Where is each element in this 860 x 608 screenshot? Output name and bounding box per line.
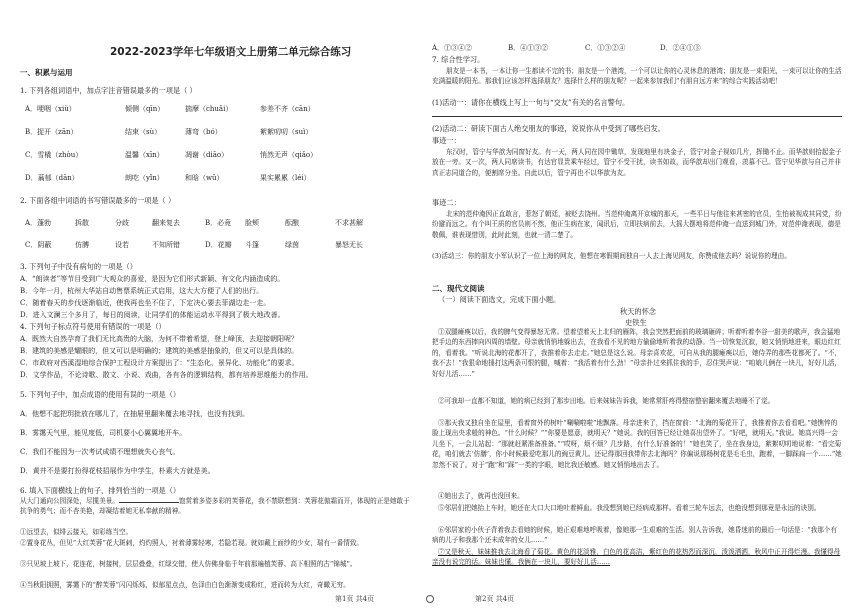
q7-intro: 朋友是一本书，一本让你一生都读不完的书；朋友是一个港湾，一个可以让你的心灵休息的港湾；朋友是一束阳光，一束可以让你的生活充满温暖的阳光。那我们应该怎样选择朋友？选择什么样的朋友呢？一起来参加我们“有朋自远方来”的综合实践活动吧！ — [432, 67, 842, 86]
story-1-text: 东汉时，管宁与华歆为同窗好友。有一天，两人同在园中锄草，发现地里有块金子，管宁对金子视如几片，挥锄不止。而华歆则拾起金子放在一旁。又一次，两人同席读书，有达官显贵乘车经过，管宁不受干扰，读书如故，而华歆却出门观看，羡慕不已。管宁见华歆与自己并非真正志同道合的，便割席分坐。自此以后，管宁再也不以华歆为友。 — [432, 148, 842, 177]
activity-1: (1)活动一：请你在横线上写上一句与“交友”有关的名言警句。 — [432, 98, 630, 107]
word: 设若 — [115, 241, 129, 249]
option-row: B．捉开（zān） — [25, 128, 78, 136]
reading-paragraph-3: ③那天我又独自坐在屋里，看着窗外的树叶“唰唰啦啦”地飘落。母亲进来了，挡在窗前：“北海的菊花开了，我推着你去看看吧。”她憔悴的脸上现出央求般的神色。“什么时候？”“你要是愿意，就明天？”她说。我的回答已经让她喜出望外了。“好吧，就明天。”我说。她高兴得一会儿坐下，一会儿站起：“那就赶紧准备准备。”“哎呀，烦不烦？几步路，有什么好准备的！”她也笑了，坐在我身边，絮絮叨叨地说着：“看完菊花，咱们就去‘仿膳’，你小时候最爱吃那儿的豌豆黄儿。还记得那回我带你去北海吗？你偏说那杨树花是毛毛虫，跑着，一脚踩扁一个……”她忽然不说了。对于“跑”和“踩”一类的字眼，她比我还敏感。她又悄悄地出去了。 — [432, 419, 842, 469]
story-2-label: 事迹二： — [432, 198, 461, 207]
reading-paragraph-5: ⑤邻居们把她抬上车时，她还在大口大口地吐着鲜血。我没想到她已经病成那样。看着三轮车远去，也绝没想到那竟是永远的诀别。 — [438, 504, 821, 512]
word: 脸颊 — [245, 219, 259, 227]
option-row: 温馨（xīn） — [125, 151, 164, 159]
activity-3: (3)活动三：你的朋友小军认识了一位上海的网友，他想在寒假期间独自一人去上海见网友，你赞成他去吗？说说你的理由。 — [432, 252, 791, 260]
option-row: A．哽咽（xiù） — [25, 105, 76, 113]
option: C．市政府对西溪湿地综合保护工程设计方案提出了：“生态化、景异化、功能化”的要求。 — [20, 359, 299, 367]
page-title: 2022-2023学年七年级语文上册第二单元综合练习 — [110, 46, 352, 58]
story-1-label: 事迹一： — [432, 136, 461, 145]
word: A．蓬勃 — [25, 219, 52, 227]
reading-author: 史铁生 — [625, 318, 647, 327]
answer-line — [432, 116, 842, 117]
word: D．花瓣 — [205, 241, 232, 249]
option-row: 朗吃（yǐn） — [125, 174, 164, 182]
option: ③只见坡上坡下，花连花，树接树，层层叠叠，红绿交错，使人仿佛身临千年前那遍植芙蓉、高下相照的古“锦城”。 — [20, 560, 357, 568]
question-3: 3. 下列句子中没有病句的一项是（） — [20, 262, 137, 271]
option: D．进入文澜三个多月了，每日的阅读，让同学们的体能运动水平得到了极大地改善。 — [20, 311, 285, 319]
word: 暴怒无长 — [335, 241, 363, 249]
option-row: 和晗（wǔ） — [185, 174, 224, 182]
option: B．建筑的美感是耀眼的，但又可以是明确的；建筑的美感是抽象的，但又可以是具体的。 — [20, 347, 299, 355]
word: 不知所错 — [152, 241, 180, 249]
word: 翻来复去 — [152, 219, 180, 227]
question-2: 2. 下面各组中词语的书写错误最多的一项是（ ） — [20, 196, 176, 205]
option-row: 絮絮叨叨（suì） — [260, 128, 313, 136]
option: B．雾霭天气里，能见度低，司机要小心翼翼地开车。 — [20, 429, 187, 437]
right-page — [430, 0, 860, 608]
question-1: 1. 下列各组词语中，加点字注音错误最多的一项是（ ） — [20, 86, 197, 95]
page-number: 第2页 共4页 — [475, 595, 515, 603]
word: 不求甚解 — [335, 219, 363, 227]
word: 绿茵 — [285, 241, 299, 249]
section-2-heading: 二、现代文阅读 — [432, 284, 485, 293]
option-row: 倾侧（qīn） — [125, 105, 165, 113]
option-row: 凋谢（diāo） — [185, 151, 229, 159]
option-row: 薄弯（bó） — [185, 128, 222, 136]
word: C．阴蔽 — [25, 241, 52, 249]
reading-paragraph-4: ④她出去了，就再也没回来。 — [438, 492, 524, 500]
reading-paragraph-7: ⑦又是秋天，妹妹推我去北海看了菊花。黄色的花淡雅，白色的花高洁，紫红色的花热烈而深沉，泼泼洒洒，秋风中正开得烂漫。我懂得母亲没有说完的话。妹妹也懂。我俩在一块儿，要好好儿活…… — [432, 548, 841, 567]
reading-subheading: （一）阅读下面选文，完成下面小题。 — [438, 295, 561, 304]
reading-paragraph-6: ⑥邻居家的小伙子背着我去看她的时候，她正艰难地呼吸着，像她那一生艰难的生活。别人告诉我，她昏迷前的最后一句话是：“我那个有病的儿子和我那个还未成年的女儿……” — [432, 526, 837, 545]
q6-answer: D．②④①③ — [660, 44, 701, 52]
word: 分歧 — [115, 219, 129, 227]
option-row: C．雪橇（zhòu） — [25, 151, 83, 159]
word: 斗篷 — [245, 241, 259, 249]
option: ④当秋阳拥照，雾霭下的“醉芙蓉”闪闪烁烁，似郁星点点，色泽由白色渐渐变成粉红，进而转为大红，奇瞰无穷。 — [20, 581, 350, 589]
option-row: D．蓊郁（dān） — [25, 174, 79, 182]
option: A．“朗读者”等节目受到广大观众的喜爱，是因为它们形式新颖、有文化内涵造成的。 — [20, 275, 285, 283]
question-6-passage — [20, 496, 415, 517]
option-row: 结束（sù） — [125, 128, 162, 136]
option-row: 悄然无声（qiǎo） — [260, 151, 318, 159]
reading-title: 秋天的怀念 — [620, 307, 656, 316]
reading-paragraph-1: ①双腿瘫痪以后，我的脾气变得暴怒无常。望着望着天上北归的雁阵，我会突然把面前的玻璃砸碎；听着听着李谷一甜美的歌声，我会猛地把手边的东西摔向四周的墙壁。母亲就悄悄地躲出去，在我看不见的地方偷偷地听着我的动静。当一切恢复沉寂，她又悄悄地进来，眼边红红的，看着我。“听说北海的花都开了，我推着你去走走。”她总是这么说。母亲喜欢花，可自从我的腿瘫痪以后，她侍弄的那些花都死了。“不，我不去！”我狠命地捶打这两条可恨的腿，喊着：“我活着有什么劲！”母亲扑过来抓住我的手，忍住哭声说：“咱娘儿俩在一块儿，好好儿活，好好儿活……” — [432, 328, 842, 378]
question-7: 7. 综合性学习。 — [432, 55, 485, 64]
option: D．黄井不是要打扮得花枝招展作为中学生，朴素大方就是美。 — [20, 467, 215, 475]
question-5: 5. 下列句子中，加点成语的使用有误的一项是（） — [20, 390, 181, 399]
option: A．既然大自然孕育了我们无比高贵的大脑，为何不带着希望，登上峰顶，去迎接朝阳呢？ — [20, 335, 299, 343]
question-6: 6. 填入下面横线上的句子，排列恰当的一项是（） — [20, 486, 181, 495]
option-row: 果实累累（léi） — [260, 174, 311, 182]
page-number: 第1页 共4页 — [335, 595, 375, 603]
q6-answer: C．①③②④ — [585, 44, 626, 52]
option: D．文学作品，不论诗歌、散文、小说、戏曲，各有各的逻辑结构，都有培养思维能力的作用。 — [20, 371, 313, 379]
activity-2: (2)活动二：研读下面古人绝交朋友的事迹，说说你从中受到了哪些启发。 — [432, 124, 665, 133]
q6-answer: A．①③④② — [432, 44, 473, 52]
passage-text: 从大门通向公园深处，尽揽美景。 — [20, 497, 119, 505]
word: 仿膊 — [75, 241, 89, 249]
question-4: 4. 下列句子标点符号使用有错误的一项是（） — [20, 322, 166, 331]
option: C．我们不能因为一次考试成绩不理想就失心丧气。 — [20, 448, 180, 456]
q6-answer: B．④①③② — [508, 44, 549, 52]
option: A．他想不起把玥批放在哪儿了，在抽屉里翻来覆去地寻找，也没有找到。 — [20, 410, 250, 418]
option: C．随着春天的步伐逐渐临近，使我再也坐不住了，下定决心要去菲湖边走一走。 — [20, 299, 271, 307]
section-1-heading: 一、积累与运用 — [20, 68, 73, 77]
option-row: 参差不齐（cān） — [260, 105, 315, 113]
word: 酝酿 — [285, 219, 299, 227]
passage-text: 饱赏着多姿多彩的芙蓉花，我不禁联想到：芙蓉花傲霜而开，体现的正是她敢于抗争的勇气；而不杏美艳，却凝结着她无私奉献的精神。 — [20, 497, 410, 516]
option-row: 揣摩（chuǎi） — [185, 105, 233, 113]
word: 拆散 — [75, 219, 89, 227]
fill-blank — [119, 496, 179, 503]
reading-paragraph-2: ②可我却一直都不知道，她的病已经到了那步田地。后来妹妹告诉我，她常常肝疼得整宿整宿翻来覆去地睡不了觉。 — [438, 397, 775, 405]
word: B．必竟 — [205, 219, 232, 227]
option: ①远望去，似绯云接天，如彩练当空。 — [20, 528, 133, 536]
option: B．今年一月，杭州大华站自动售票系统正式启用，这大大方便了人们的出行。 — [20, 287, 264, 295]
option: ②置身花丛，但见“大红芙蓉”花大斑刺，灼灼照人，衬着薄雾轻寒，若隐若现。就如戴上面纱的少女，瑞有一番情致。 — [20, 539, 364, 547]
story-2-text: 北宋的范仲淹因正直敢言，惹怒了朝廷，被贬去饶州。当范仲淹离开京城的那天，一些平日与他往来甚密的官员，生怕被视成其同党，纷纷避而远之。有个叫王质的官员则不然，他正生病在家，闻讯后，立即扶病前去，大摇大摆地将范仲淹一直送到城门外，对范仲淹表现，德是敬佩，谁表现惜别，此时此刻，也就一清二楚了。 — [432, 210, 842, 239]
